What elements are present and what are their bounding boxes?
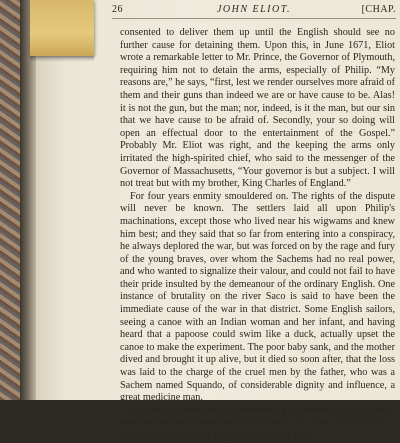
marbled-endpaper — [0, 0, 20, 400]
bookmark-shadow — [30, 56, 94, 62]
paragraph: consented to deliver them up until the English should see no further cause for detaining them. Upon this, in June 1671, Eliot wrote a remarkable letter to Mr. Prince, the Governor of Plymouth, requiring him not to detain the arms, especially of Philip. “My reasons are,” he says, “first, lest we render ourselves more afraid of them and their guns than indeed we are or have cause to be. Alas! it is not the gun, but the man; nor, indeed, is it the man, but our sin that we have cause to be afraid of. Secondly, your so doing will open an effectual door to the entertainment of the Gospel.” Probably Mr. Eliot was right, and the keeping the arms only irritated the high-spirited chief, who said to the messenger of the Governor of Massachusetts, “Your governor is but a subject. I will not treat but with my brother, King Charles of England.” — [120, 27, 395, 190]
header-rule — [112, 18, 396, 19]
running-title: JOHN ELIOT. — [216, 4, 292, 15]
body-text — [120, 27, 395, 443]
paragraph: On Philip's border to the southward, a plantation called Swawny was attacked and burnt by the Indians in the June of 1675. He is said to have shed tears (impassible Indian as he — [120, 404, 395, 441]
page-header — [112, 4, 396, 18]
paragraph: For four years enmity smouldered on. The rights of the dispute will never be known. The settlers laid all upon Philip's machinations, except those who lived near his wigwams and knew him best; and they said that so far from entering into a conspiracy, he always deplored the war, but was forced on by the rage and fury of the young braves, over whom the Sachems had no real power, and who wanted to signalize their valour, and could not fail to have their pride insulted by the demeanour of the ordinary English. One instance of brutality on the river Saco is said to have been the immediate cause of the war in that district. Some English sailors, seeing a canoe with an Indian woman and her infant, and having heard that a papoose could swim like a duck, actually upset the canoe to make the experiment. The poor baby sank, and the mother dived and brought it up alive, but it died so soon after, that the loss was laid to the charge of the cruel men by the father, who was a Sachem named Squando, of considerable dignity and influence, a great medicine man. — [120, 190, 395, 404]
paper-bookmark — [30, 0, 94, 56]
chapter-mark: [CHAP. — [361, 4, 396, 15]
page-number: 26 — [112, 4, 123, 15]
